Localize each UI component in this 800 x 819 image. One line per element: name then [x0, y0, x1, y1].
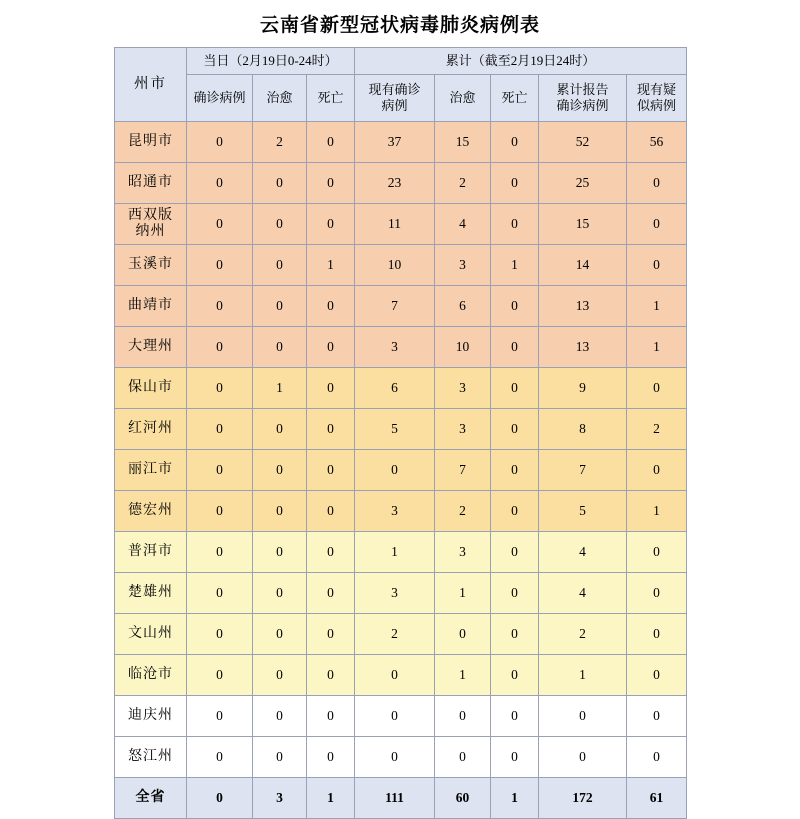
table-cell: 15 [539, 204, 627, 245]
header-col-total-reported-line1: 累计报告 [556, 82, 609, 98]
table-cell: 1 [307, 778, 355, 819]
table-cell: 1 [491, 778, 539, 819]
table-cell: 0 [187, 778, 253, 819]
table-cell: 25 [539, 163, 627, 204]
table-cell: 4 [435, 204, 491, 245]
table-cell: 0 [307, 737, 355, 778]
table-cell: 0 [307, 368, 355, 409]
table-cell: 8 [539, 409, 627, 450]
table-cell: 3 [253, 778, 307, 819]
table-row-region-line1: 临沧市 [128, 666, 173, 682]
table-row [115, 245, 687, 286]
table-cell: 60 [435, 778, 491, 819]
table-cell: 0 [307, 532, 355, 573]
table-cell: 0 [355, 655, 435, 696]
header-col-current-confirmed [355, 75, 435, 122]
table-row-region-line1: 楚雄州 [128, 584, 173, 600]
table-row-region [115, 368, 187, 409]
table-cell: 0 [355, 696, 435, 737]
table-cell: 0 [627, 245, 687, 286]
header-col-total-cured [435, 75, 491, 122]
table-cell: 0 [491, 655, 539, 696]
table-cell: 0 [307, 163, 355, 204]
table-row [115, 450, 687, 491]
table-cell: 0 [253, 245, 307, 286]
table-cell: 0 [253, 409, 307, 450]
table-cell: 0 [491, 286, 539, 327]
table-row-region [115, 163, 187, 204]
table-cell: 3 [355, 573, 435, 614]
table-cell: 0 [187, 368, 253, 409]
header-col-daily-cured-line1: 治愈 [266, 90, 293, 106]
table-cell: 0 [307, 409, 355, 450]
header-col-daily-confirmed-line1: 确诊病例 [193, 90, 246, 106]
table-cell: 0 [491, 327, 539, 368]
table-row [115, 286, 687, 327]
table-cell: 0 [187, 245, 253, 286]
table-row [115, 737, 687, 778]
table-row [115, 573, 687, 614]
header-group-daily: 当日（2月19日0-24时） [187, 48, 355, 75]
header-col-current-confirmed-line2: 病例 [381, 98, 408, 113]
table-row-region-line1: 大理州 [128, 338, 173, 354]
table-cell: 172 [539, 778, 627, 819]
table-cell: 6 [435, 286, 491, 327]
table-cell: 0 [253, 204, 307, 245]
table-cell: 0 [253, 655, 307, 696]
table-row-region-line2: 纳州 [135, 224, 166, 239]
table-cell: 0 [253, 491, 307, 532]
table-row [115, 532, 687, 573]
table-cell: 7 [435, 450, 491, 491]
table-cell: 0 [253, 163, 307, 204]
table-cell: 0 [253, 532, 307, 573]
table-cell: 0 [187, 450, 253, 491]
table-row-region-line1: 德宏州 [128, 502, 173, 518]
table-cell: 0 [253, 737, 307, 778]
table-row-region [115, 655, 187, 696]
table-cell: 0 [187, 204, 253, 245]
table-cell: 0 [491, 614, 539, 655]
table-cell: 0 [539, 737, 627, 778]
table-cell: 0 [187, 327, 253, 368]
header-col-suspected-line2: 似病例 [637, 98, 677, 113]
header-col-daily-confirmed [187, 75, 253, 122]
table-cell: 0 [491, 409, 539, 450]
table-row-region-line1: 玉溪市 [128, 256, 173, 272]
table-cell: 52 [539, 122, 627, 163]
table-cell: 13 [539, 286, 627, 327]
table-cell: 0 [187, 163, 253, 204]
header-col-daily-cured [253, 75, 307, 122]
table-row-region [115, 532, 187, 573]
table-cell: 0 [253, 450, 307, 491]
header-group-cumulative: 累计（截至2月19日24时） [355, 48, 687, 75]
table-row [115, 778, 687, 819]
table-cell: 0 [627, 573, 687, 614]
table-cell: 0 [187, 532, 253, 573]
table-cell: 0 [187, 573, 253, 614]
table-row-region [115, 737, 187, 778]
table-cell: 0 [307, 327, 355, 368]
table-row-region [115, 327, 187, 368]
table-row-region [115, 204, 187, 245]
table-cell: 0 [307, 122, 355, 163]
covid-case-table [114, 47, 687, 819]
table-cell: 0 [491, 532, 539, 573]
table-cell: 2 [435, 163, 491, 204]
table-cell: 0 [253, 286, 307, 327]
table-row-region [115, 491, 187, 532]
header-col-total-deaths [491, 75, 539, 122]
table-cell: 4 [539, 573, 627, 614]
table-cell: 10 [435, 327, 491, 368]
table-row [115, 327, 687, 368]
table-cell: 0 [253, 696, 307, 737]
table-cell: 0 [491, 368, 539, 409]
header-region: 州市 [115, 48, 187, 122]
table-row-region-line1: 保山市 [128, 379, 173, 395]
table-cell: 1 [627, 491, 687, 532]
table-cell: 0 [627, 450, 687, 491]
table-cell: 0 [627, 737, 687, 778]
table-cell: 10 [355, 245, 435, 286]
table-cell: 1 [627, 286, 687, 327]
table-cell: 0 [187, 491, 253, 532]
table-cell: 3 [435, 409, 491, 450]
table-cell: 0 [627, 614, 687, 655]
table-cell: 0 [627, 163, 687, 204]
table-cell: 0 [435, 737, 491, 778]
table-cell: 0 [187, 614, 253, 655]
table-cell: 1 [435, 655, 491, 696]
table-row [115, 696, 687, 737]
table-cell: 9 [539, 368, 627, 409]
table-cell: 0 [307, 491, 355, 532]
table-cell: 2 [435, 491, 491, 532]
table-cell: 0 [491, 163, 539, 204]
table-row-region-line1: 怒江州 [128, 748, 173, 764]
table-row-region-line1: 昆明市 [128, 133, 173, 149]
table-cell: 3 [355, 491, 435, 532]
table-row [115, 368, 687, 409]
table-row-region [115, 245, 187, 286]
table-cell: 0 [491, 122, 539, 163]
table-row [115, 409, 687, 450]
table-row-region-line1: 红河州 [128, 420, 173, 436]
header-col-current-confirmed-line1: 现有确诊 [368, 82, 421, 98]
table-cell: 23 [355, 163, 435, 204]
table-row-region-line1: 迪庆州 [128, 707, 173, 723]
header-col-total-reported [539, 75, 627, 122]
table-cell: 5 [355, 409, 435, 450]
table-cell: 0 [307, 573, 355, 614]
header-col-total-cured-line1: 治愈 [449, 90, 476, 106]
table-cell: 0 [307, 286, 355, 327]
table-row-region-line1: 曲靖市 [128, 297, 173, 313]
table-cell: 0 [491, 696, 539, 737]
table-cell: 3 [435, 368, 491, 409]
case-table-container [114, 47, 686, 819]
table-column-header-row [115, 75, 687, 122]
table-cell: 3 [355, 327, 435, 368]
table-cell: 1 [627, 327, 687, 368]
table-cell: 0 [491, 737, 539, 778]
table-cell: 1 [435, 573, 491, 614]
table-cell: 0 [187, 286, 253, 327]
table-cell: 0 [491, 450, 539, 491]
table-cell: 0 [491, 491, 539, 532]
table-cell: 14 [539, 245, 627, 286]
table-row [115, 163, 687, 204]
table-cell: 0 [539, 696, 627, 737]
table-row-region [115, 286, 187, 327]
table-row-region-line1: 西双版 [128, 207, 173, 223]
table-row-region [115, 573, 187, 614]
table-cell: 111 [355, 778, 435, 819]
table-cell: 0 [307, 655, 355, 696]
table-cell: 0 [435, 696, 491, 737]
table-cell: 0 [253, 614, 307, 655]
table-row-region [115, 778, 187, 819]
table-cell: 3 [435, 245, 491, 286]
table-cell: 0 [187, 409, 253, 450]
table-cell: 0 [491, 573, 539, 614]
table-cell: 0 [187, 696, 253, 737]
table-cell: 0 [627, 204, 687, 245]
table-cell: 1 [539, 655, 627, 696]
table-cell: 13 [539, 327, 627, 368]
table-cell: 2 [539, 614, 627, 655]
header-col-suspected-line1: 现有疑 [637, 82, 677, 98]
table-cell: 0 [307, 614, 355, 655]
table-cell: 2 [355, 614, 435, 655]
header-col-daily-deaths-line1: 死亡 [317, 90, 344, 106]
table-cell: 0 [435, 614, 491, 655]
table-cell: 11 [355, 204, 435, 245]
table-cell: 37 [355, 122, 435, 163]
table-cell: 0 [627, 655, 687, 696]
table-cell: 7 [355, 286, 435, 327]
header-col-total-deaths-line1: 死亡 [501, 90, 528, 106]
table-body [115, 122, 687, 819]
table-row [115, 491, 687, 532]
header-col-daily-deaths [307, 75, 355, 122]
table-cell: 0 [307, 204, 355, 245]
table-cell: 0 [627, 532, 687, 573]
page-title: 云南省新型冠状病毒肺炎病例表 [259, 15, 540, 36]
table-cell: 0 [627, 696, 687, 737]
table-row [115, 614, 687, 655]
table-cell: 6 [355, 368, 435, 409]
table-cell: 0 [253, 327, 307, 368]
table-cell: 0 [187, 737, 253, 778]
table-cell: 1 [491, 245, 539, 286]
table-row-region-line1: 昭通市 [128, 174, 173, 190]
table-group-header-row [115, 48, 687, 75]
table-row-region [115, 409, 187, 450]
table-cell: 0 [491, 204, 539, 245]
table-cell: 1 [253, 368, 307, 409]
table-row [115, 655, 687, 696]
table-row-region-line1: 全省 [135, 789, 166, 805]
table-cell: 2 [627, 409, 687, 450]
table-cell: 3 [435, 532, 491, 573]
table-cell: 56 [627, 122, 687, 163]
table-cell: 0 [253, 573, 307, 614]
table-cell: 61 [627, 778, 687, 819]
table-head [115, 48, 687, 122]
table-cell: 2 [253, 122, 307, 163]
table-row-region [115, 450, 187, 491]
table-cell: 7 [539, 450, 627, 491]
table-cell: 4 [539, 532, 627, 573]
table-cell: 1 [355, 532, 435, 573]
table-row-region-line1: 普洱市 [128, 543, 173, 559]
header-col-suspected [627, 75, 687, 122]
table-cell: 0 [355, 737, 435, 778]
table-cell: 0 [307, 450, 355, 491]
table-cell: 15 [435, 122, 491, 163]
table-row-region [115, 696, 187, 737]
table-cell: 0 [307, 696, 355, 737]
table-row-region-line1: 丽江市 [128, 461, 173, 477]
table-row [115, 204, 687, 245]
table-cell: 0 [187, 655, 253, 696]
header-col-total-reported-line2: 确诊病例 [556, 98, 609, 113]
table-cell: 5 [539, 491, 627, 532]
table-cell: 0 [355, 450, 435, 491]
table-cell: 0 [627, 368, 687, 409]
table-row [115, 122, 687, 163]
table-row-region-line1: 文山州 [128, 625, 173, 641]
table-row-region [115, 122, 187, 163]
table-cell: 0 [187, 122, 253, 163]
table-row-region [115, 614, 187, 655]
table-cell: 1 [307, 245, 355, 286]
